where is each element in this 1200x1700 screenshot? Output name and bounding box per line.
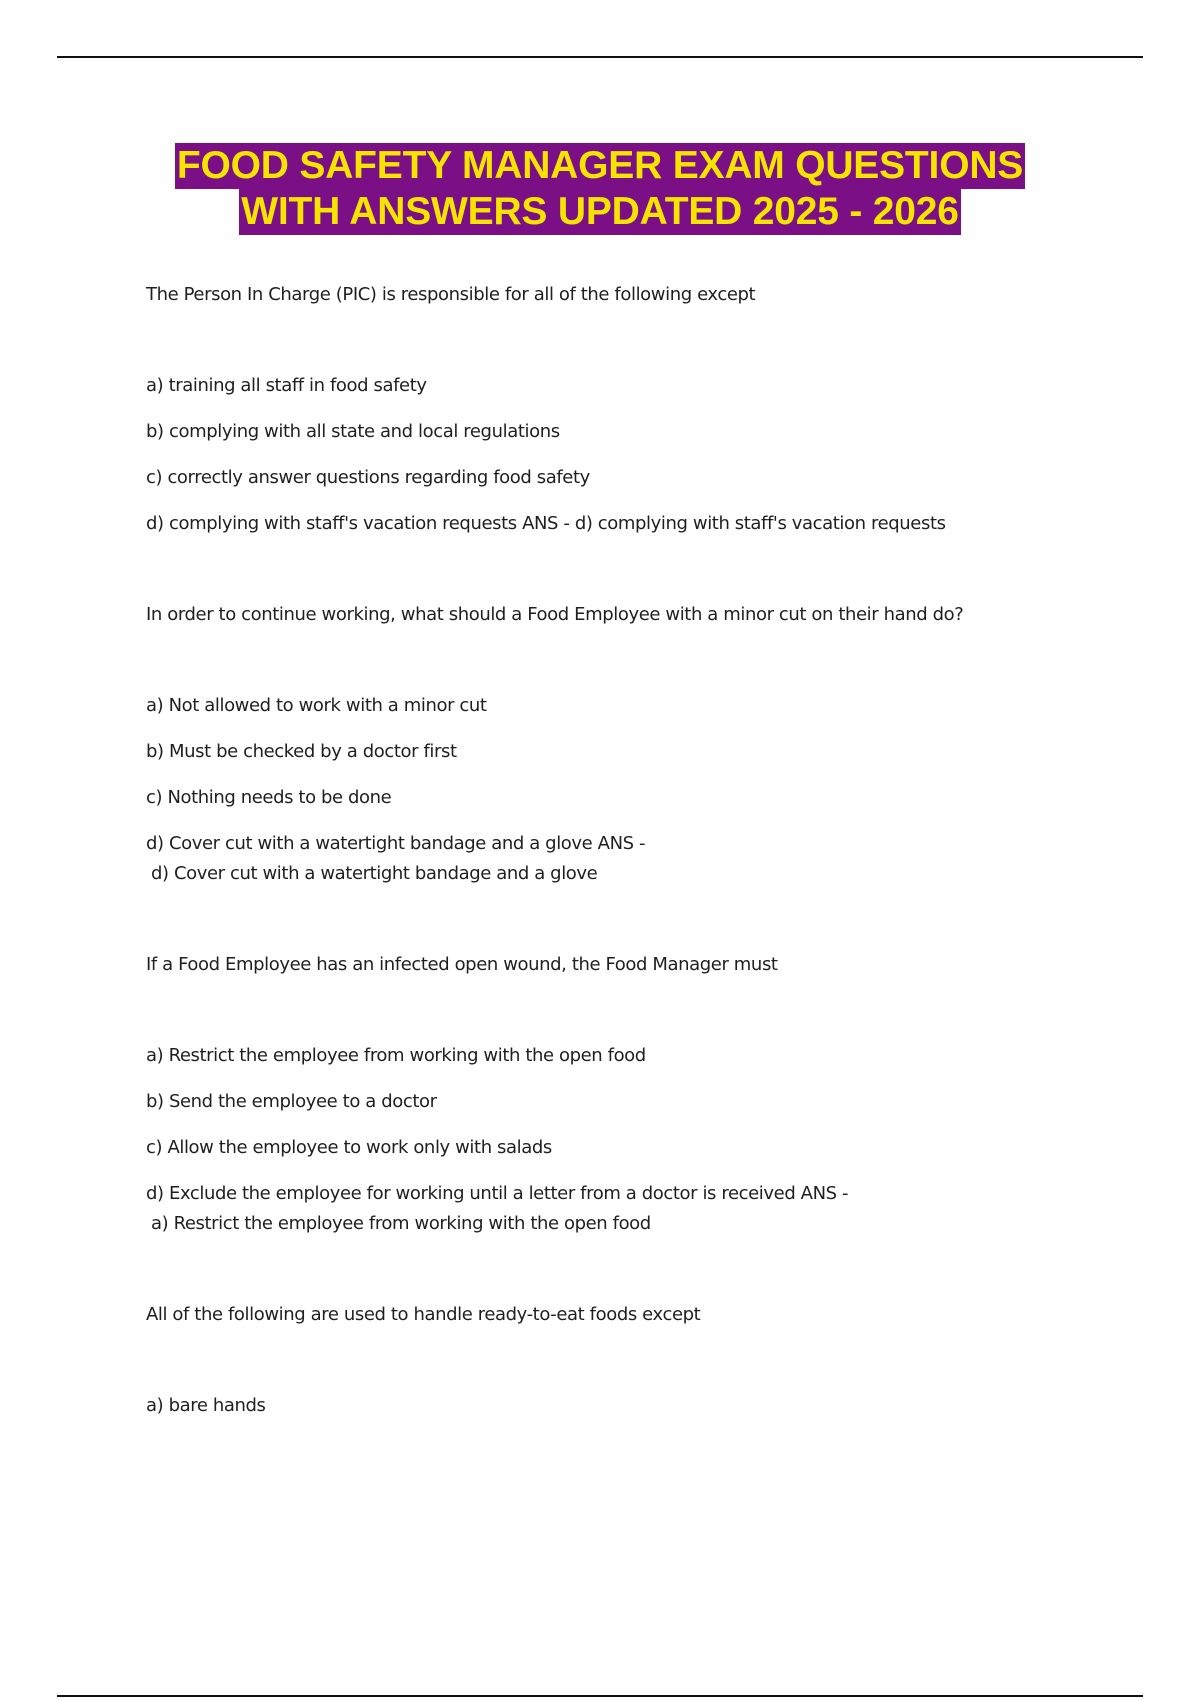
option-list: [146, 1044, 1106, 1236]
title-line-2: WITH ANSWERS UPDATED 2025 - 2026: [241, 190, 959, 233]
title-line-1: FOOD SAFETY MANAGER EXAM QUESTIONS: [176, 144, 1024, 187]
question-prompt: If a Food Employee has an infected open wound, the Food Manager must: [146, 954, 778, 975]
answer-text: a) Restrict the employee from working with the open food: [151, 1213, 651, 1234]
option-item-with-answer: [146, 832, 1106, 886]
question-block-3: [146, 953, 1106, 1236]
bottom-rule: [57, 1695, 1143, 1697]
question-prompt: In order to continue working, what should a Food Employee with a minor cut on their hand do?: [146, 604, 964, 625]
question-block-1: [146, 283, 1106, 536]
question-prompt: All of the following are used to handle ready-to-eat foods except: [146, 1304, 701, 1325]
option-list: [146, 694, 1106, 886]
document-body: [146, 283, 1106, 1418]
question-block-4: [146, 1303, 1106, 1418]
option-item-with-answer: [146, 1182, 1106, 1236]
option-item: a) Restrict the employee from working with the open food: [146, 1045, 646, 1066]
question-prompt: The Person In Charge (PIC) is responsible for all of the following except: [146, 284, 756, 305]
option-item: b) complying with all state and local regulations: [146, 421, 560, 442]
option-item: c) Nothing needs to be done: [146, 787, 392, 808]
option-item: b) Send the employee to a doctor: [146, 1091, 437, 1112]
option-item: c) Allow the employee to work only with salads: [146, 1137, 552, 1158]
top-rule: [57, 56, 1143, 58]
document-title: [0, 143, 1200, 235]
option-text: d) Cover cut with a watertight bandage and a glove ANS -: [146, 833, 646, 854]
question-block-2: [146, 603, 1106, 886]
option-text: d) Exclude the employee for working until a letter from a doctor is received ANS -: [146, 1183, 849, 1204]
option-item: c) correctly answer questions regarding food safety: [146, 467, 590, 488]
option-item: a) Not allowed to work with a minor cut: [146, 695, 487, 716]
option-item-with-answer: d) complying with staff's vacation requests ANS - d) complying with staff's vacation requests: [146, 513, 946, 534]
option-item: b) Must be checked by a doctor first: [146, 741, 457, 762]
option-item: a) bare hands: [146, 1395, 266, 1416]
option-item: a) training all staff in food safety: [146, 375, 427, 396]
answer-text: d) Cover cut with a watertight bandage and a glove: [151, 863, 598, 884]
option-list: [146, 1394, 1106, 1418]
option-list: [146, 374, 1106, 536]
